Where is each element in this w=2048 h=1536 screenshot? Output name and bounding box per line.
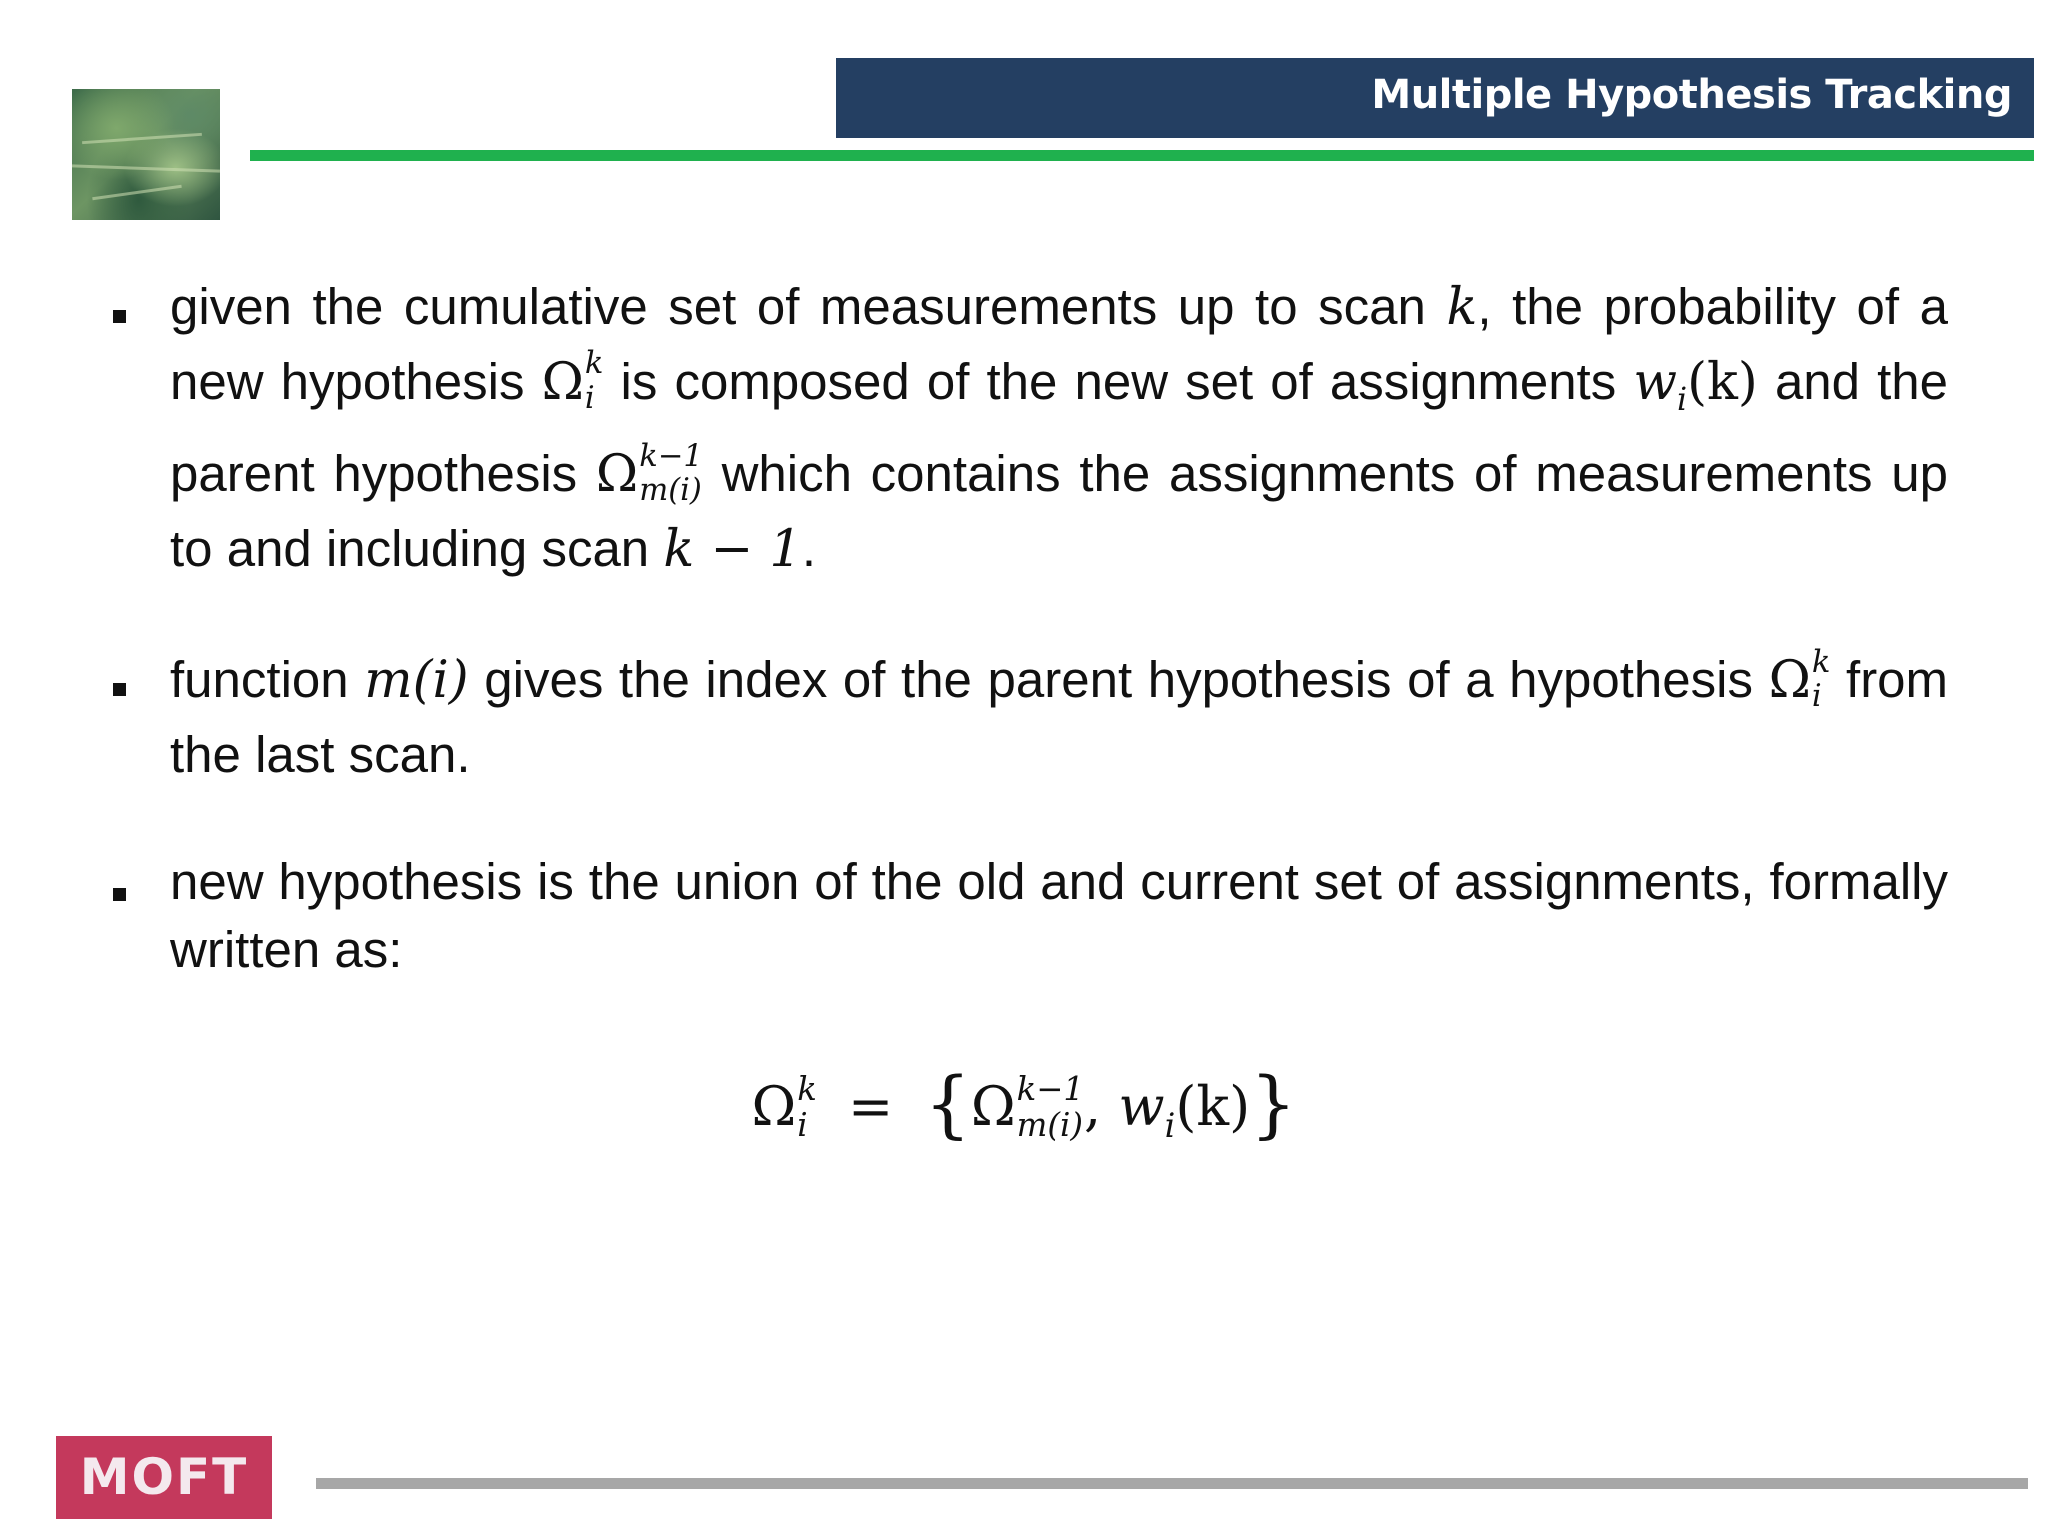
text-run: given the cumulative set of measurements up to scan — [170, 278, 1426, 335]
math-omega-i-k: Ω k i — [541, 346, 604, 416]
bullet-list — [108, 270, 1948, 984]
left-brace: { — [924, 1062, 971, 1147]
bullet-square-icon — [113, 888, 126, 901]
moft-logo — [56, 1436, 272, 1519]
bullet-item — [108, 270, 1948, 587]
text-run: is composed of the new set of assignments — [620, 353, 1617, 410]
right-brace: } — [1250, 1062, 1297, 1147]
union-formula: Ω k i = {Ω k−1 m(i) , $w_i(k)$} — [751, 1062, 1297, 1147]
bullet-text — [170, 848, 1948, 984]
footer-divider — [316, 1478, 2028, 1489]
math-omega-i-k: Ω k i — [1768, 644, 1831, 715]
text-run: new hypothesis is the union of the old and current set of assignments, formally written as: — [170, 853, 1948, 979]
bullet-square-icon — [113, 310, 126, 323]
text-run: gives the index of the parent hypothesis of a hypothesis — [484, 651, 1753, 709]
header-thumbnail-image — [72, 89, 220, 220]
text-run: , the probability of a new hypothesis — [170, 278, 1949, 410]
bullet-item — [108, 848, 1948, 984]
logo-text: MOFT — [79, 1448, 249, 1506]
text-run: which contains the assignments of measurements up to and including scan — [170, 445, 1949, 578]
text-run: function — [170, 651, 349, 709]
title-bar — [836, 58, 2034, 138]
equals-sign: = — [848, 1075, 894, 1138]
math-w-i-k: $w_i(k)$ — [1633, 353, 1758, 419]
math-omega-parent: Ω k−1 m(i) — [595, 438, 703, 509]
math-k: k — [1446, 278, 1478, 337]
text-run: and the parent hypothesis — [170, 353, 1949, 503]
text-run: . — [801, 520, 817, 578]
bullet-text — [170, 643, 1948, 792]
math-m-of-i: m(i) — [364, 651, 469, 711]
text-run: from the last scan. — [170, 651, 1949, 784]
math-k-minus-1: k − 1 — [663, 520, 802, 580]
header-divider — [250, 150, 2034, 161]
bullet-text — [170, 270, 1948, 587]
slide-title: Multiple Hypothesis Tracking — [1371, 72, 2012, 118]
bullet-item — [108, 643, 1948, 792]
bullet-square-icon — [113, 683, 126, 696]
